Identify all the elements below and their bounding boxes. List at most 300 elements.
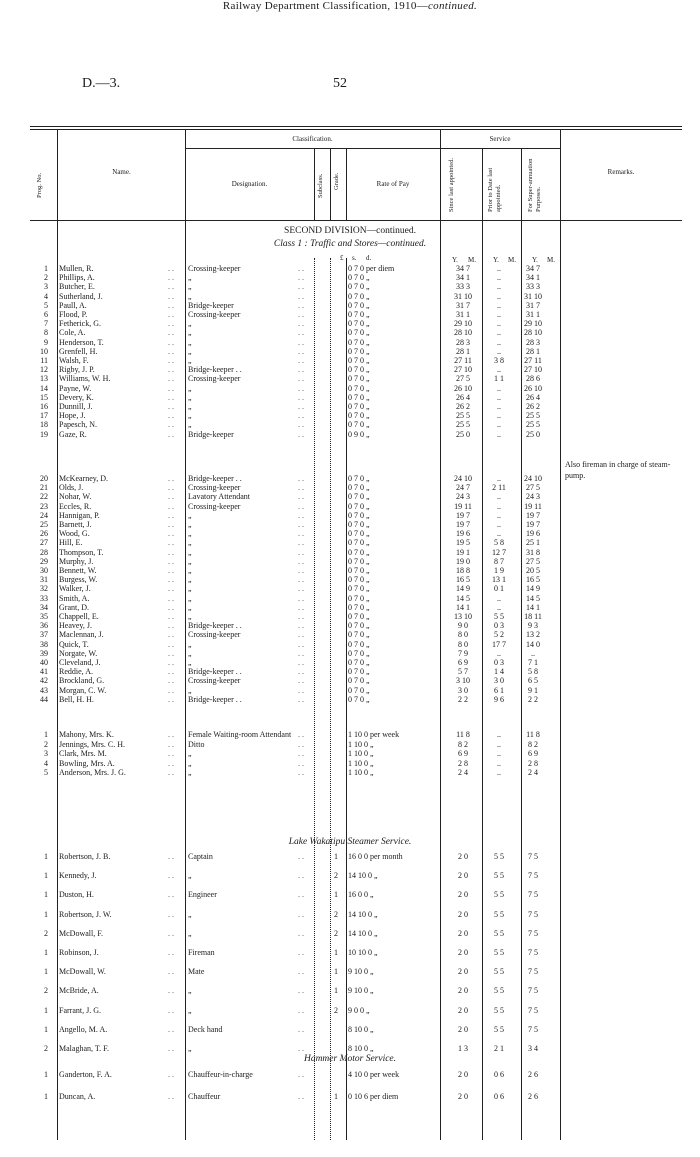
designation: Crossing-keeper [188, 264, 241, 273]
rate-of-pay: 0 7 0 „ [348, 411, 370, 421]
service-superannuation: 2 6 [528, 1092, 538, 1101]
service-since-last: 28 1 [456, 346, 470, 356]
designation: Bridge-keeper [188, 429, 234, 439]
service-since-last: 7 9 [458, 648, 468, 658]
service-superannuation: 14 0 [526, 639, 540, 649]
leader-dots: . . [298, 319, 304, 329]
table-row [30, 649, 590, 658]
service-since-last: 24 3 [456, 492, 470, 502]
grade: 1 [334, 948, 338, 957]
service-superannuation: 2 2 [528, 694, 538, 704]
service-prior: 5 5 [494, 890, 504, 900]
service-prior: 8 7 [494, 556, 504, 566]
table-row [30, 740, 590, 749]
name: Angello, M. A. [59, 1024, 108, 1034]
designation: „ [188, 383, 192, 393]
service-since-last: 2 0 [458, 852, 468, 861]
leader-dots: . . [168, 1044, 174, 1053]
service-prior: 5 5 [494, 871, 504, 881]
name: Henderson, T. [59, 337, 104, 347]
table-row [30, 676, 590, 685]
service-superannuation: 31 7 [526, 300, 540, 310]
prog-no: 34 [40, 602, 48, 612]
prog-no: 8 [44, 328, 48, 338]
prog-no: 12 [40, 365, 48, 375]
rate-of-pay: 0 7 0 „ [348, 584, 370, 594]
table-row [30, 483, 590, 492]
designation: „ [188, 648, 192, 658]
name: Sutherland, J. [59, 291, 103, 301]
service-superannuation: 7 1 [528, 658, 538, 667]
prog-no: 39 [40, 648, 48, 658]
name: Devery, K. [59, 392, 94, 402]
service-prior: 5 5 [494, 928, 504, 938]
rate-of-pay: 0 7 0 „ [348, 365, 370, 375]
name: McBride, A. [59, 986, 99, 996]
service-prior: 0 3 [494, 621, 504, 631]
rate-of-pay: 0 7 0 „ [348, 420, 370, 430]
designation: Bridge-keeper . . [188, 667, 242, 677]
hammer-section-title [0, 1054, 700, 1064]
service-prior: .. [497, 501, 501, 511]
service-since-last: 24 7 [456, 483, 470, 493]
rate-of-pay: 0 7 0 „ [348, 291, 370, 301]
service-superannuation: 28 10 [524, 328, 542, 338]
remark-fireman: Also fireman in charge of steam-pump. [565, 460, 671, 480]
service-superannuation: 25 5 [526, 411, 540, 421]
service-prior: 9 6 [494, 694, 504, 704]
name: Chappell, E. [59, 612, 99, 621]
leader-dots: . . [298, 602, 304, 612]
rate-of-pay: 0 7 0 „ [348, 676, 370, 686]
rate-of-pay: 0 7 0 „ [348, 300, 370, 310]
rate-of-pay: 1 10 0 „ [348, 768, 374, 777]
service-superannuation: 26 4 [526, 392, 540, 402]
designation: „ [188, 658, 192, 667]
leader-dots: . . [298, 483, 304, 493]
designation: „ [188, 346, 192, 356]
name: Robertson, J. B. [59, 852, 111, 861]
prog-no: 3 [44, 749, 48, 758]
name: Gaze, R. [59, 429, 87, 439]
service-superannuation: 33 3 [526, 282, 540, 292]
leader-dots: . . [168, 986, 174, 996]
name: Eccles, R. [59, 501, 92, 511]
rate-of-pay: 0 7 0 „ [348, 310, 370, 319]
service-prior: .. [497, 529, 501, 539]
leader-dots: . . [298, 273, 304, 283]
table-row [30, 374, 590, 383]
leader-dots: . . [168, 676, 174, 686]
name: Kennedy, J. [59, 871, 97, 881]
prog-no: 1 [44, 948, 48, 957]
leader-dots: . . [168, 556, 174, 566]
designation: Female Waiting-room Attendant [188, 730, 292, 739]
service-prior: .. [497, 593, 501, 603]
rate-of-pay: 14 10 0 „ [348, 928, 378, 938]
leader-dots: . . [168, 529, 174, 539]
service-prior: 12 7 [492, 547, 506, 557]
service-prior: .. [497, 749, 501, 758]
table-row [30, 630, 590, 639]
service-since-last: 2 0 [458, 909, 468, 919]
leader-dots: . . [298, 392, 304, 402]
leader-dots: . . [298, 621, 304, 631]
name: Rigby, J. P. [59, 365, 95, 375]
leader-dots: . . [168, 383, 174, 393]
table-row [30, 310, 590, 319]
prog-no: 30 [40, 566, 48, 575]
designation: „ [188, 291, 192, 301]
prog-no: 1 [44, 852, 48, 861]
leader-dots: . . [298, 758, 304, 768]
leader-dots: . . [298, 1070, 304, 1079]
grade: 1 [334, 986, 338, 996]
designation: „ [188, 337, 192, 347]
name: Burgess, W. [59, 575, 98, 585]
leader-dots: . . [298, 510, 304, 520]
designation: „ [188, 510, 192, 520]
leader-dots: . . [298, 1092, 304, 1101]
prog-no: 29 [40, 556, 48, 566]
designation: „ [188, 356, 192, 365]
col-prior-to-date: Prior to Date last appointed. [487, 167, 502, 212]
leader-dots: . . [298, 300, 304, 310]
prog-no: 24 [40, 510, 48, 520]
unit-y1: Y. [452, 256, 458, 264]
rate-of-pay: 0 7 0 „ [348, 685, 370, 695]
service-prior: .. [497, 739, 501, 749]
leader-dots: . . [298, 890, 304, 900]
grade: 2 [334, 909, 338, 919]
service-prior: 2 11 [492, 483, 506, 493]
designation: „ [188, 402, 192, 411]
leader-dots: . . [298, 328, 304, 338]
service-since-last: 16 5 [456, 575, 470, 585]
designation: Deck hand [188, 1024, 223, 1034]
leader-dots: . . [298, 909, 304, 919]
table-row [30, 621, 590, 630]
service-superannuation: 27 5 [526, 556, 540, 566]
table-row [30, 282, 590, 291]
service-superannuation: 7 5 [528, 909, 538, 919]
rate-of-pay: 0 7 0 per diem [348, 264, 395, 273]
leader-dots: . . [168, 739, 174, 749]
prog-no: 11 [40, 356, 48, 365]
name: Dunnill, J. [59, 402, 93, 411]
name: Duston, H. [59, 890, 94, 900]
table-row [30, 520, 590, 529]
service-since-last: 2 8 [458, 758, 468, 768]
name: Hill, E. [59, 538, 83, 548]
service-prior: 5 5 [494, 967, 504, 977]
designation: „ [188, 520, 192, 529]
table-row [30, 264, 590, 273]
leader-dots: . . [168, 1092, 174, 1101]
service-superannuation: 28 6 [526, 374, 540, 384]
service-since-last: 14 5 [456, 593, 470, 603]
service-superannuation: 5 8 [528, 667, 538, 677]
prog-no: 5 [44, 300, 48, 310]
rate-of-pay: 0 7 0 „ [348, 282, 370, 292]
service-since-last: 2 0 [458, 948, 468, 957]
service-superannuation: 31 8 [526, 547, 540, 557]
table-row [30, 430, 590, 439]
name: Olds, J. [59, 483, 84, 493]
leader-dots: . . [298, 282, 304, 292]
designation: „ [188, 871, 192, 881]
designation: „ [188, 319, 192, 329]
service-prior: .. [497, 411, 501, 421]
name: Hannigan, P. [59, 510, 100, 520]
designation: Crossing-keeper [188, 501, 241, 511]
service-superannuation: 31 1 [526, 310, 540, 319]
grade: 1 [334, 852, 338, 861]
service-prior: 5 5 [494, 612, 504, 621]
table-row [30, 474, 590, 483]
service-since-last: 19 1 [456, 547, 470, 557]
prog-no: 3 [44, 282, 48, 292]
prog-no: 15 [40, 392, 48, 402]
leader-dots: . . [298, 948, 304, 957]
service-prior: 5 2 [494, 630, 504, 640]
prog-no: 13 [40, 374, 48, 384]
table-row [30, 603, 590, 612]
service-since-last: 5 7 [458, 667, 468, 677]
prog-no: 40 [40, 658, 48, 667]
service-superannuation: 19 6 [526, 529, 540, 539]
service-superannuation: 7 5 [528, 986, 538, 996]
service-prior: .. [497, 429, 501, 439]
leader-dots: . . [298, 575, 304, 585]
table-row [30, 393, 590, 402]
designation: „ [188, 758, 192, 768]
prog-no: 21 [40, 483, 48, 493]
service-prior: .. [497, 492, 501, 502]
service-superannuation: 27 10 [524, 365, 542, 375]
leader-dots: . . [168, 392, 174, 402]
service-superannuation: 26 2 [526, 402, 540, 411]
designation: „ [188, 685, 192, 695]
leader-dots: . . [168, 685, 174, 695]
leader-dots: . . [298, 383, 304, 393]
leader-dots: . . [298, 612, 304, 621]
unit-m2: M. [508, 256, 516, 264]
name: Payne, W. [59, 383, 92, 393]
service-since-last: 19 7 [456, 520, 470, 529]
table-row [30, 967, 590, 976]
grade: 2 [334, 1005, 338, 1015]
service-prior: 1 1 [494, 374, 504, 384]
leader-dots: . . [298, 852, 304, 861]
designation: „ [188, 612, 192, 621]
leader-dots: . . [168, 566, 174, 575]
leader-dots: . . [298, 1005, 304, 1015]
designation: „ [188, 768, 192, 777]
table-row [30, 612, 590, 621]
leader-dots: . . [168, 730, 174, 739]
rate-of-pay: 0 9 0 „ [348, 429, 370, 439]
designation: Chauffeur-in-charge [188, 1070, 253, 1079]
designation: „ [188, 392, 192, 402]
service-since-last: 8 0 [458, 639, 468, 649]
leader-dots: . . [298, 556, 304, 566]
service-superannuation: 3 4 [528, 1044, 538, 1053]
designation: „ [188, 575, 192, 585]
col-since-last: Since last appointed. [448, 158, 455, 212]
leader-dots: . . [168, 749, 174, 758]
name: Maclennan, J. [59, 630, 104, 640]
prog-no: 2 [44, 273, 48, 283]
table-row [30, 768, 590, 777]
prog-no: 22 [40, 492, 48, 502]
leader-dots: . . [168, 346, 174, 356]
unit-y2: Y. [493, 256, 499, 264]
designation: „ [188, 1005, 192, 1015]
leader-dots: . . [168, 411, 174, 421]
leader-dots: . . [168, 602, 174, 612]
service-since-last: 11 8 [456, 730, 470, 739]
grade: 2 [334, 928, 338, 938]
service-since-last: 19 11 [454, 501, 472, 511]
prog-no: 2 [44, 1044, 48, 1053]
unit-y3: Y. [532, 256, 538, 264]
service-superannuation: 29 10 [524, 319, 542, 329]
table-row [30, 890, 590, 899]
designation: Bridge-keeper . . [188, 694, 242, 704]
prog-no: 1 [44, 1092, 48, 1101]
service-since-last: 34 1 [456, 273, 470, 283]
leader-dots: . . [168, 928, 174, 938]
table-row [30, 511, 590, 520]
leader-dots: . . [298, 264, 304, 273]
prog-no: 14 [40, 383, 48, 393]
leader-dots: . . [168, 852, 174, 861]
leader-dots: . . [298, 1024, 304, 1034]
table-row [30, 929, 590, 938]
service-superannuation: 7 5 [528, 852, 538, 861]
service-superannuation: 26 10 [524, 383, 542, 393]
rate-of-pay: 0 7 0 „ [348, 566, 370, 575]
service-prior: .. [497, 474, 501, 483]
service-prior: .. [497, 264, 501, 273]
leader-dots: . . [298, 694, 304, 704]
leader-dots: . . [298, 365, 304, 375]
service-superannuation: 25 0 [526, 429, 540, 439]
service-prior: 3 8 [494, 356, 504, 365]
leader-dots: . . [168, 492, 174, 502]
designation: „ [188, 749, 192, 758]
service-superannuation: 7 5 [528, 890, 538, 900]
name: Clark, Mrs. M. [59, 749, 107, 758]
service-since-last: 2 2 [458, 694, 468, 704]
leader-dots: . . [168, 948, 174, 957]
service-superannuation: 9 1 [528, 685, 538, 695]
grade: 2 [334, 871, 338, 881]
service-since-last: 27 10 [454, 365, 472, 375]
name: Morgan, C. W. [59, 685, 107, 695]
service-prior: 5 5 [494, 852, 504, 861]
rate-of-pay: 0 7 0 „ [348, 492, 370, 502]
leader-dots: . . [168, 584, 174, 594]
table-row [30, 384, 590, 393]
designation: „ [188, 986, 192, 996]
rate-of-pay: 0 7 0 „ [348, 273, 370, 283]
name: Flood, P. [59, 310, 88, 319]
rate-of-pay: 0 7 0 „ [348, 356, 370, 365]
prog-no: 26 [40, 529, 48, 539]
leader-dots: . . [168, 328, 174, 338]
leader-dots: . . [168, 538, 174, 548]
table-row [30, 548, 590, 557]
rate-of-pay: 14 10 0 „ [348, 909, 378, 919]
leader-dots: . . [168, 658, 174, 667]
service-prior: 5 5 [494, 986, 504, 996]
rate-of-pay: 0 7 0 „ [348, 621, 370, 631]
service-since-last: 29 10 [454, 319, 472, 329]
rate-of-pay: 0 7 0 „ [348, 346, 370, 356]
col-grade: Grade. [333, 172, 340, 190]
designation: „ [188, 602, 192, 612]
rate-of-pay: 0 7 0 „ [348, 612, 370, 621]
service-superannuation: 2 8 [528, 758, 538, 768]
table-row [30, 319, 590, 328]
service-superannuation: 18 11 [524, 612, 542, 621]
service-prior: .. [497, 300, 501, 310]
document-reference: D.—3. [82, 76, 121, 91]
rate-of-pay: 1 10 0 „ [348, 758, 374, 768]
rate-of-pay: 0 7 0 „ [348, 648, 370, 658]
rate-of-pay: 0 7 0 „ [348, 658, 370, 667]
prog-no: 18 [40, 420, 48, 430]
table-title [0, 0, 700, 12]
rate-of-pay: 0 7 0 „ [348, 630, 370, 640]
service-prior: 5 5 [494, 1024, 504, 1034]
leader-dots: . . [168, 694, 174, 704]
designation: „ [188, 547, 192, 557]
designation: „ [188, 1044, 192, 1053]
rate-of-pay: 14 10 0 „ [348, 871, 378, 881]
leader-dots: . . [298, 356, 304, 365]
service-since-last: 25 5 [456, 420, 470, 430]
unit-m1: M. [468, 256, 476, 264]
service-since-last: 24 10 [454, 474, 472, 483]
service-prior: 13 1 [492, 575, 506, 585]
leader-dots: . . [168, 483, 174, 493]
prog-no: 28 [40, 547, 48, 557]
service-prior: .. [497, 346, 501, 356]
service-superannuation: 2 6 [528, 1070, 538, 1079]
prog-no: 4 [44, 758, 48, 768]
designation: Bridge-keeper . . [188, 474, 242, 483]
table-row [30, 1070, 590, 1079]
designation: Crossing-keeper [188, 676, 241, 686]
name: Walker, J. [59, 584, 91, 594]
rate-of-pay: 0 7 0 „ [348, 575, 370, 585]
service-superannuation: 11 8 [526, 730, 540, 739]
leader-dots: . . [168, 909, 174, 919]
name: Hope, J. [59, 411, 86, 421]
prog-no: 38 [40, 639, 48, 649]
table-title-main: Railway Department Classification, 1910— [222, 0, 428, 12]
prog-no: 2 [44, 986, 48, 996]
service-since-last: 8 0 [458, 630, 468, 640]
designation: „ [188, 639, 192, 649]
service-superannuation: 14 9 [526, 584, 540, 594]
service-since-last: 19 6 [456, 529, 470, 539]
designation: „ [188, 556, 192, 566]
designation: Bridge-keeper . . [188, 365, 242, 375]
